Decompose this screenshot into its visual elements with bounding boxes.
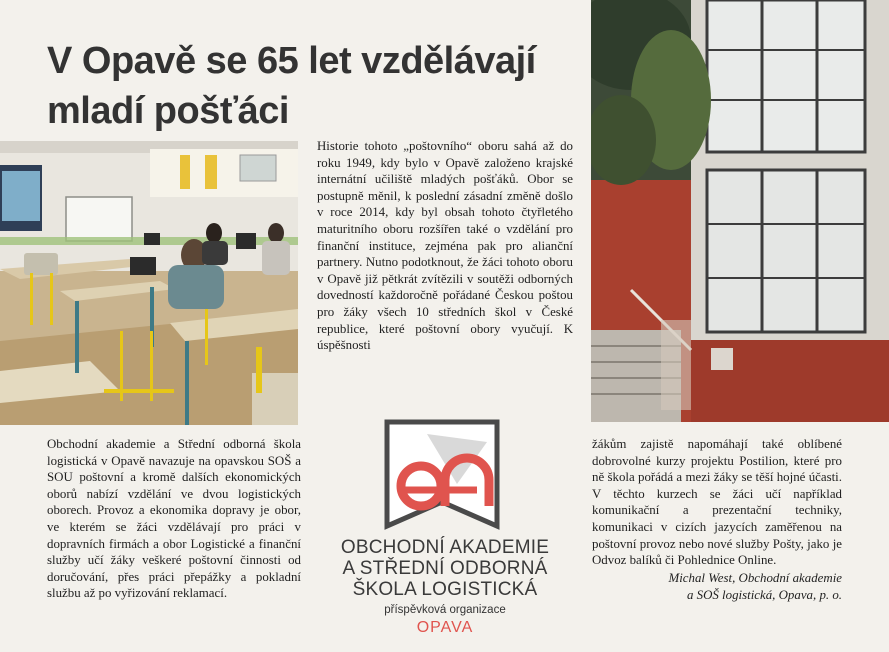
school-logo bbox=[317, 414, 573, 652]
article-column-left bbox=[47, 436, 301, 602]
logo-text-line-3: ŠKOLA LOGISTICKÁ bbox=[352, 579, 538, 600]
article-column-middle bbox=[317, 138, 573, 354]
article-column-right bbox=[592, 436, 842, 604]
author-signature-line-2: a SOŠ logistická, Opava, p. o. bbox=[686, 588, 842, 603]
logo-subtitle: příspěvková organizace bbox=[384, 604, 506, 616]
article-text-middle: Historie tohoto „poštovního“ oboru sahá až do roku 1949, kdy bylo v Opavě založeno krajské internátní učiliště mladých pošťáků. Obor se postupně měnil, k poslední zásadní změně došlo v roce 2014, kdy byl obsah tohoto čtyřletého maturitního oboru rozšířen také o vzdělání pro finanční instituce, zejména pak pro alianční partnery. Nutno podotknout, že žáci tohoto oboru v Opavě již pětkrát zvítězili v soutěži odborných dovedností každoročně pořádané Českou poštou pro žáky všech 10 středních škol v České republice, které poštovní obory vyučují. K úspěšnosti bbox=[317, 139, 573, 353]
logo-city: OPAVA bbox=[416, 619, 474, 636]
logo-text-line-1: OBCHODNÍ AKADEMIE bbox=[340, 537, 550, 558]
stamp-logo-icon bbox=[317, 414, 573, 538]
author-signature-line-1: Michal West, Obchodní akademie bbox=[668, 570, 842, 585]
article-headline bbox=[47, 36, 587, 136]
classroom-photo bbox=[0, 141, 298, 425]
logo-text-line-2: A STŘEDNÍ ODBORNÁ bbox=[342, 558, 548, 579]
headline-line-2: mladí pošťáci bbox=[47, 90, 289, 132]
headline-line-1: V Opavě se 65 let vzdělávají bbox=[47, 40, 536, 82]
school-building-photo bbox=[591, 0, 889, 422]
article-text-left: Obchodní akademie a Střední odborná škola logistická v Opavě navazuje na opavskou SOŠ a SOU poštovní a kromě dalších ekonomických oborů nabízí vzdělání ve dvou logistických oborech. Provoz a ekonomika dopravy je obor, ve kterém se žáci vzdělávají pro práci v dopravních firmách a obor Logistické a finanční služby učí žáky veškeré poštovní činnosti od doručování, přes práci přepážky a pokladní službu až po vyřizování reklamací. bbox=[47, 437, 301, 601]
article-text-right: žákům zajistě napomáhají také oblíbené dobrovolné kurzy projektu Postilion, které pro ně škola pořádá a mezi žáky se těší hojné účasti. V těchto kurzech se žáci učí například komunikační a prezentační techniky, komunikaci v cizích jazycích zaměřenou na poštovní provoz nebo nové služby Pošty, jako je Odvoz balíků či Pohlednice Online. bbox=[592, 437, 842, 568]
